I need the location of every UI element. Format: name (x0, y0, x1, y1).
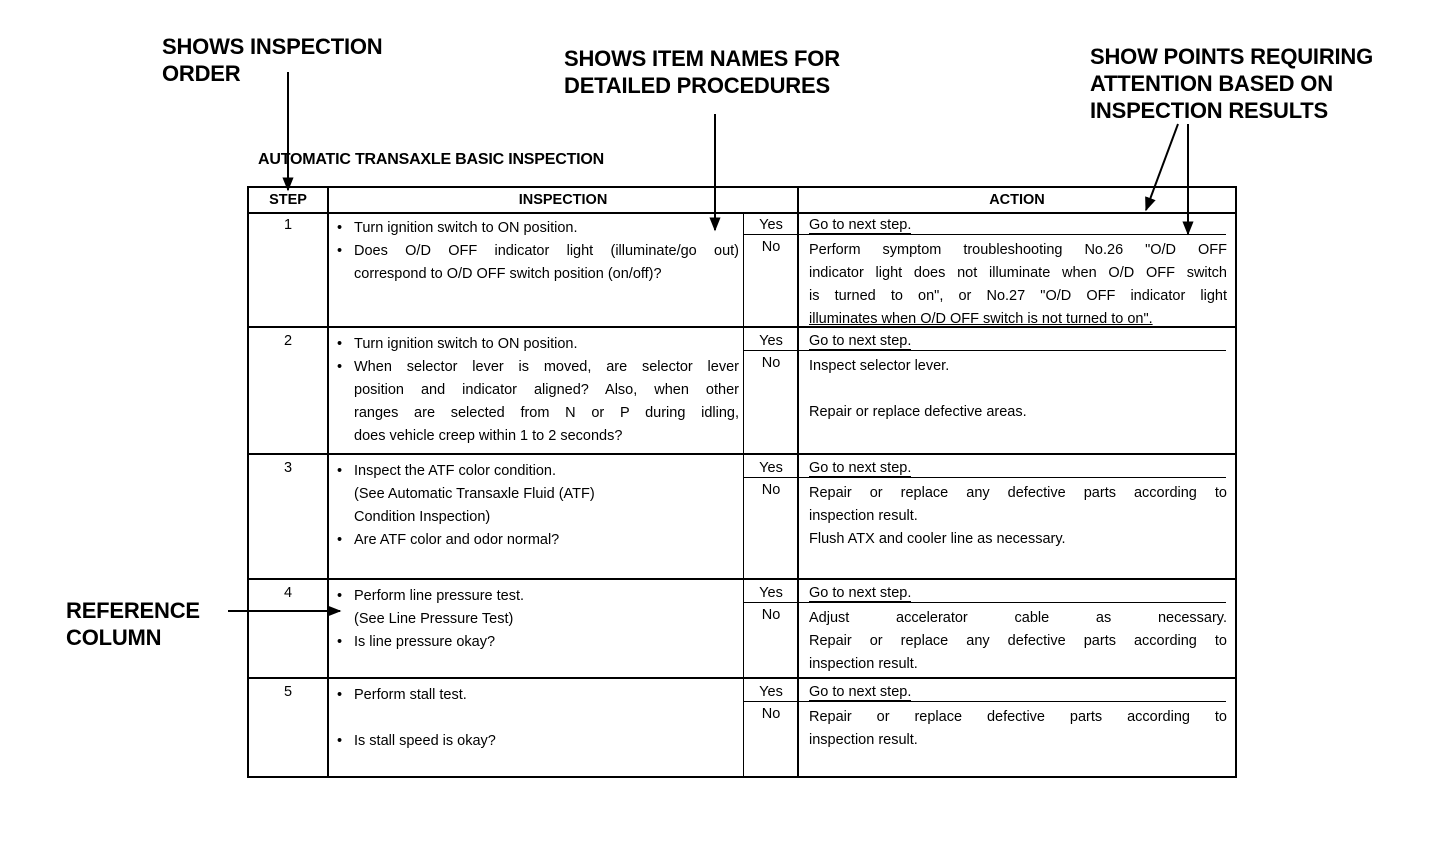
callout-line: ATTENTION BASED ON (1090, 71, 1333, 96)
callout-line: REFERENCE (66, 598, 200, 623)
bullet-icon: • (337, 588, 343, 604)
inspection-line: Is stall speed is okay? (354, 733, 496, 749)
no-label: No (761, 607, 781, 623)
no-action-line: Adjust accelerator cable as necessary. (809, 610, 1227, 626)
yes-action-text: Go to next step. (809, 684, 912, 700)
no-action-line: Repair or replace any defective parts according to (809, 633, 1227, 649)
arrow-to-yes-action (1146, 124, 1178, 210)
no-label: No (761, 355, 781, 371)
yes-label: Yes (759, 333, 783, 349)
no-action-line: inspection result. (809, 732, 918, 748)
inspection-line: Perform stall test. (354, 687, 467, 703)
no-action-line: indicator light does not illuminate when O/D OFF switch (809, 265, 1227, 281)
callout-line: ORDER (162, 61, 241, 86)
step-number: 5 (283, 684, 293, 700)
bullet-icon: • (337, 532, 343, 548)
bullet-icon: • (337, 359, 343, 375)
callout-line: COLUMN (66, 625, 162, 650)
no-action-line: inspection result. (809, 656, 918, 672)
no-action-line: Repair or replace defective parts according to (809, 709, 1227, 725)
bullet-icon: • (337, 634, 343, 650)
no-action-line: is turned to on", or No.27 "O/D OFF indicator light (809, 288, 1227, 304)
inspection-line: Inspect the ATF color condition. (354, 463, 557, 479)
inspection-line: does vehicle creep within 1 to 2 seconds? (354, 428, 623, 444)
no-action-line: Repair or replace any defective parts according to (809, 485, 1227, 501)
bullet-icon: • (337, 463, 343, 479)
no-action-line: Inspect selector lever. (809, 358, 950, 374)
yes-label: Yes (759, 217, 783, 233)
inspection-line: Are ATF color and odor normal? (354, 532, 560, 548)
yes-label: Yes (759, 585, 783, 601)
callout-line: SHOWS ITEM NAMES FOR (564, 46, 840, 71)
inspection-line: Perform line pressure test. (354, 588, 525, 604)
yes-action-text: Go to next step. (809, 217, 912, 233)
inspection-line: correspond to O/D OFF switch position (on/off)? (354, 266, 662, 282)
no-label: No (761, 482, 781, 498)
header-inspection: INSPECTION (518, 192, 608, 208)
bullet-icon: • (337, 687, 343, 703)
no-action-line: Perform symptom troubleshooting No.26 "O/D OFF (809, 242, 1227, 258)
no-action-line: Repair or replace defective areas. (809, 404, 1027, 420)
step-number: 2 (283, 333, 293, 349)
yes-action-text: Go to next step. (809, 460, 912, 476)
yes-label: Yes (759, 684, 783, 700)
bullet-icon: • (337, 220, 343, 236)
inspection-line: When selector lever is moved, are selector lever (354, 359, 739, 375)
inspection-line: Turn ignition switch to ON position. (354, 336, 578, 352)
callout-line: INSPECTION RESULTS (1090, 98, 1329, 123)
callout-line: SHOW POINTS REQUIRING (1090, 44, 1374, 69)
yes-label: Yes (759, 460, 783, 476)
table-title: AUTOMATIC TRANSAXLE BASIC INSPECTION (258, 151, 604, 168)
step-number: 3 (283, 460, 293, 476)
inspection-line: (See Line Pressure Test) (354, 611, 514, 627)
inspection-line: (See Automatic Transaxle Fluid (ATF) (354, 486, 595, 502)
no-label: No (761, 706, 781, 722)
inspection-line: Does O/D OFF indicator light (illuminate/go out) (354, 243, 739, 259)
inspection-line: Condition Inspection) (354, 509, 491, 525)
bullet-icon: • (337, 733, 343, 749)
bullet-icon: • (337, 336, 343, 352)
header-action: ACTION (989, 192, 1045, 208)
callout-line: DETAILED PROCEDURES (564, 73, 830, 98)
no-action-line: Flush ATX and cooler line as necessary. (809, 531, 1066, 547)
inspection-line: ranges are selected from N or P during idling, (354, 405, 739, 421)
bullet-icon: • (337, 243, 343, 259)
inspection-line: position and indicator aligned? Also, when other (354, 382, 739, 398)
no-label: No (761, 239, 781, 255)
no-action-line: inspection result. (809, 508, 918, 524)
header-step: STEP (269, 192, 307, 208)
yes-action-text: Go to next step. (809, 585, 912, 601)
step-number: 1 (283, 217, 293, 233)
inspection-line: Is line pressure okay? (354, 634, 496, 650)
yes-action-text: Go to next step. (809, 333, 912, 349)
inspection-line: Turn ignition switch to ON position. (354, 220, 578, 236)
callout-line: SHOWS INSPECTION (162, 34, 383, 59)
no-action-line: illuminates when O/D OFF switch is not turned to on". (809, 311, 1153, 327)
step-number: 4 (283, 585, 293, 601)
